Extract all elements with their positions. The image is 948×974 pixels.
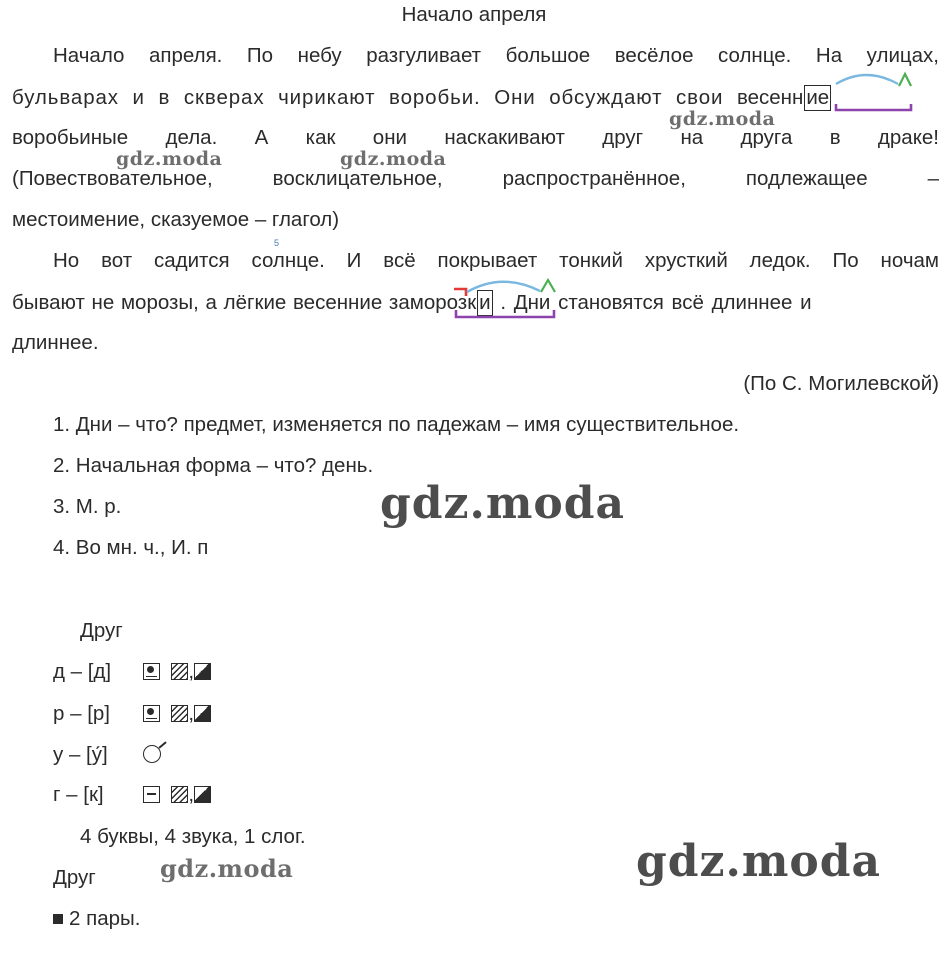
voiced-icon [143,705,160,722]
suffix-mark-zamorozki [541,280,555,292]
analysis-item-1: 1. Дни – что? предмет, изменяется по падежам – имя существительное. [53,413,740,436]
root-arc-vesennie [836,75,898,84]
watermark: gdz.moda [669,108,776,130]
small-mark: 5 [274,238,280,248]
word-root: весенн [736,86,804,109]
text-segment: бульварах и в скверах чирикают воробьи. Они обсуждают свои [12,86,737,109]
root-arc-zamorozki [467,282,540,292]
phonetic-row [53,783,211,807]
phonetic-label: у – [у́] [53,743,108,766]
phonetic-row [53,660,211,684]
comma: , [188,660,195,683]
phonetic-row [53,743,161,767]
phonetic-label: г – [к] [53,783,104,806]
text-segment: бывают не морозы, а лёгкие весенние [12,291,389,314]
text-segment: местоимение, сказуемое – глагол) [12,208,340,231]
word-ending-box: и [479,291,491,314]
text-segment: . Дни становятся всё длиннее и [492,291,812,314]
text-segment: (Повествовательное, восклицательное, распространённое, подлежащее – [12,167,939,190]
word-drug: Друг [53,866,96,889]
bullet-square-icon [53,914,63,924]
hard-consonant-icon [194,705,211,722]
stressed-vowel-icon [143,745,161,763]
voiced-icon [143,663,160,680]
voiceless-icon [143,786,160,803]
phonetic-word-2 [53,866,96,890]
pairs-text: 2 пары. [69,907,141,930]
soft-consonant-icon [171,786,188,803]
prefix-mark-zamorozki [454,289,466,296]
suffix-mark-vesennie [899,74,911,86]
stem-bracket-zamorozki [456,310,554,317]
word-ending-box: ие [806,86,830,109]
analysis-item-4: 4. Во мн. ч., И. п [53,536,209,559]
watermark: gdz.moda [116,148,223,170]
comma: , [188,702,195,725]
text-segment: воробьиные дела. А как они наскакивают друг на друга в драке! [12,126,939,149]
watermark: gdz.moda [160,854,294,883]
hard-consonant-icon [194,786,211,803]
text-segment: длиннее. [12,331,99,354]
page-title: Начало апреля [401,3,547,26]
soft-consonant-icon [171,663,188,680]
watermark: gdz.moda [380,478,626,529]
soft-consonant-icon [171,705,188,722]
pairs-item [53,907,140,931]
morpheme-marks [0,0,948,340]
text-segment: Начало апреля. По небу разгуливает большое весёлое солнце. На улицах, [53,44,939,67]
watermark: gdz.moda [340,148,447,170]
text-segment: Но вот садится солнце. И всё покрывает тонкий хрусткий ледок. По ночам [53,249,939,272]
analysis-item-2: 2. Начальная форма – что? день. [53,454,374,477]
watermark: gdz.moda [636,836,882,887]
attribution: (По С. Могилевской) [743,372,939,395]
phonetic-row [53,702,211,726]
phonetic-word: Друг [80,619,123,642]
word-root: заморозк [388,291,477,314]
hard-consonant-icon [194,663,211,680]
phonetic-label: д – [д] [53,660,112,683]
stem-bracket-vesennie [836,104,911,110]
comma: , [188,783,195,806]
phonetic-summary: 4 буквы, 4 звука, 1 слог. [80,825,306,848]
phonetic-label: р – [р] [53,702,110,725]
analysis-item-3: 3. М. р. [53,495,122,518]
